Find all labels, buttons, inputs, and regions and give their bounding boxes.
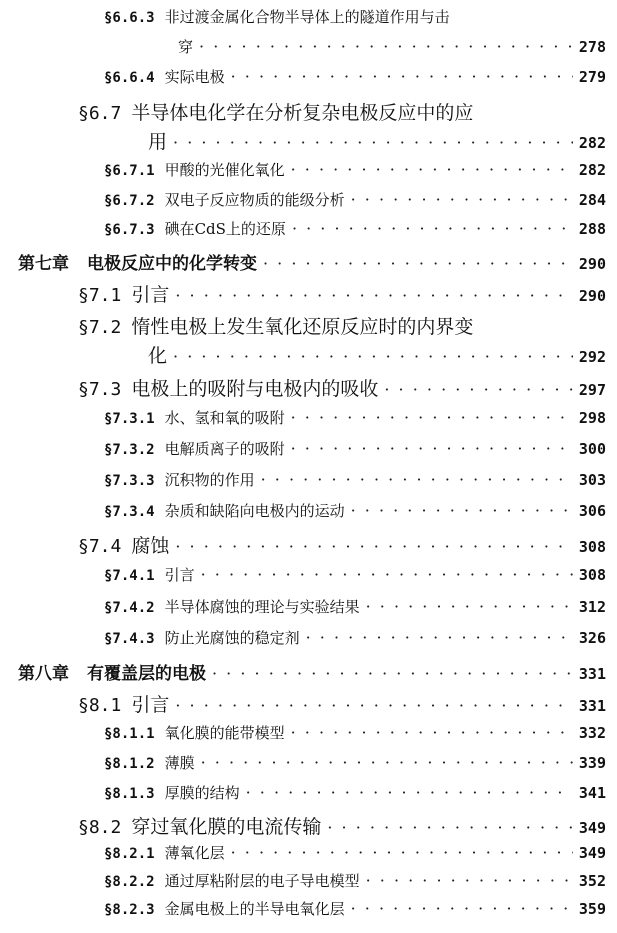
toc-entry: [104, 898, 606, 919]
entry-title: 实际电极: [164, 68, 225, 86]
entry-title: 甲酸的光催化氧化: [164, 161, 285, 179]
dot-leader: [175, 696, 573, 715]
entry-number: §6.7.1: [104, 163, 155, 179]
toc-entry: [104, 438, 606, 459]
dot-leader: [366, 871, 573, 890]
toc-entry: [104, 469, 606, 490]
toc-entry: [104, 6, 606, 27]
entry-number: §7.3.1: [104, 411, 155, 427]
entry-title: 防止光腐蚀的稳定剂: [164, 629, 300, 647]
toc-entry: [104, 159, 606, 180]
toc-entry-continued: [178, 36, 606, 57]
page-number: 312: [578, 598, 606, 616]
dot-leader: [261, 470, 573, 489]
toc-entry: [104, 66, 606, 87]
toc-entry: [78, 312, 606, 339]
entry-number: §8.1.3: [104, 786, 155, 802]
toc-entry: [104, 500, 606, 521]
chapter-title: 有覆盖层的电极: [87, 664, 206, 684]
toc-entry: [104, 189, 606, 210]
entry-title: 杂质和缺陷向电极内的运动: [164, 502, 345, 520]
entry-title: 碘在CdS上的还原: [164, 220, 286, 238]
page-number: 331: [578, 665, 606, 683]
page-number: 300: [578, 440, 606, 458]
dot-leader: [351, 501, 573, 520]
page-number: 292: [578, 348, 606, 366]
entry-number: §7.4: [78, 536, 122, 557]
entry-title: 通过厚粘附层的电子导电模型: [164, 872, 360, 890]
entry-number: §8.1.2: [104, 756, 155, 772]
entry-number: §8.2: [78, 817, 122, 838]
entry-number: §8.1: [78, 695, 122, 716]
dot-leader: [351, 190, 573, 209]
toc-entry: [78, 374, 606, 401]
entry-title: 氧化膜的能带模型: [164, 724, 285, 742]
entry-number: §7.4.3: [104, 631, 155, 647]
dot-leader: [384, 380, 573, 399]
entry-number: §8.2.3: [104, 902, 155, 918]
entry-title: 薄膜: [164, 754, 195, 772]
entry-title: 水、氢和氧的吸附: [164, 409, 285, 427]
entry-number: §6.6.3: [104, 10, 155, 26]
entry-title: 电极上的吸附与电极内的吸收: [131, 378, 379, 400]
dot-leader: [199, 37, 573, 56]
entry-number: §6.7.3: [104, 222, 155, 238]
entry-title: 引言: [131, 694, 170, 716]
toc-chapter: [18, 659, 606, 684]
dot-leader: [173, 347, 573, 366]
entry-title: 非过渡金属化合物半导体上的隧道作用与击: [164, 8, 450, 26]
entry-number: §7.2: [78, 317, 122, 338]
page-number: 282: [578, 134, 606, 152]
page-number: 297: [578, 381, 606, 399]
entry-title: 双电子反应物质的能级分析: [164, 191, 345, 209]
entry-title: 电解质离子的吸附: [164, 440, 285, 458]
page-number: 282: [578, 161, 606, 179]
entry-number: §7.3.2: [104, 442, 155, 458]
toc-entry: [104, 722, 606, 743]
entry-title: 薄氧化层: [164, 844, 225, 862]
page-number: 290: [578, 287, 606, 305]
toc-entry: [78, 531, 606, 558]
page-number: 349: [578, 819, 606, 837]
page-number: 331: [578, 697, 606, 715]
page-number: 303: [578, 471, 606, 489]
page-number: 279: [578, 68, 606, 86]
entry-number: §7.3.4: [104, 504, 155, 520]
dot-leader: [351, 899, 573, 918]
chapter-title: 电极反应中的化学转变: [87, 254, 257, 274]
entry-title: 穿过氧化膜的电流传输: [131, 816, 322, 838]
toc-entry: [104, 842, 606, 863]
toc-entry: [104, 782, 606, 803]
entry-number: §7.3.3: [104, 473, 155, 489]
toc-entry: [78, 812, 606, 839]
dot-leader: [291, 160, 573, 179]
chapter-number: 第八章: [18, 664, 69, 684]
dot-leader: [246, 783, 573, 802]
page-number: 352: [578, 872, 606, 890]
dot-leader: [173, 133, 573, 152]
page-number: 278: [578, 38, 606, 56]
toc-entry: [104, 407, 606, 428]
toc-entry-continued: [148, 341, 606, 368]
entry-number: §6.6.4: [104, 70, 155, 86]
entry-title-continued: 化: [148, 345, 168, 367]
toc-chapter: [18, 249, 606, 274]
toc-entry: [78, 98, 606, 125]
entry-number: §7.3: [78, 379, 122, 400]
dot-leader: [291, 723, 573, 742]
page-number: 284: [578, 191, 606, 209]
entry-number: §7.1: [78, 285, 122, 306]
entry-title: 腐蚀: [131, 535, 170, 557]
toc-entry: [104, 752, 606, 773]
dot-leader: [327, 818, 573, 837]
dot-leader: [175, 537, 573, 556]
entry-number: §7.4.1: [104, 568, 155, 584]
dot-leader: [306, 628, 573, 647]
page-number: 308: [578, 538, 606, 556]
dot-leader: [231, 67, 573, 86]
page-number: 349: [578, 844, 606, 862]
dot-leader: [292, 219, 573, 238]
entry-number: §8.2.1: [104, 846, 155, 862]
toc-entry: [104, 627, 606, 648]
toc-entry: [104, 564, 606, 585]
entry-title-continued: 用: [148, 131, 168, 153]
dot-leader: [201, 565, 573, 584]
dot-leader: [291, 439, 573, 458]
page-number: 332: [578, 724, 606, 742]
dot-leader: [263, 254, 573, 273]
entry-number: §8.1.1: [104, 726, 155, 742]
page-number: 306: [578, 502, 606, 520]
page-number: 326: [578, 629, 606, 647]
entry-title: 引言: [164, 566, 195, 584]
toc-entry: [104, 596, 606, 617]
page-number: 290: [578, 255, 606, 273]
entry-title: 半导体电化学在分析复杂电极反应中的应: [131, 102, 474, 124]
entry-number: §7.4.2: [104, 600, 155, 616]
dot-leader: [291, 408, 573, 427]
page-number: 339: [578, 754, 606, 772]
toc-entry: [104, 870, 606, 891]
toc-entry: [78, 690, 606, 717]
dot-leader: [175, 286, 573, 305]
toc-entry: [104, 218, 606, 239]
entry-title-continued: 穿: [178, 38, 194, 56]
entry-title: 半导体腐蚀的理论与实验结果: [164, 598, 360, 616]
entry-title: 沉积物的作用: [164, 471, 255, 489]
page-number: 341: [578, 784, 606, 802]
entry-number: §6.7: [78, 103, 122, 124]
entry-title: 金属电极上的半导电氧化层: [164, 900, 345, 918]
entry-title: 惰性电极上发生氧化还原反应时的内界变: [131, 316, 474, 338]
dot-leader: [366, 597, 573, 616]
entry-title: 引言: [131, 284, 170, 306]
entry-title: 厚膜的结构: [164, 784, 240, 802]
page-number: 298: [578, 409, 606, 427]
toc-entry: [78, 280, 606, 307]
page-number: 308: [578, 566, 606, 584]
entry-number: §6.7.2: [104, 193, 155, 209]
dot-leader: [212, 664, 573, 683]
toc-entry-continued: [148, 127, 606, 154]
dot-leader: [201, 753, 573, 772]
chapter-number: 第七章: [18, 254, 69, 274]
page-number: 288: [578, 220, 606, 238]
entry-number: §8.2.2: [104, 874, 155, 890]
dot-leader: [231, 843, 573, 862]
page-number: 359: [578, 900, 606, 918]
